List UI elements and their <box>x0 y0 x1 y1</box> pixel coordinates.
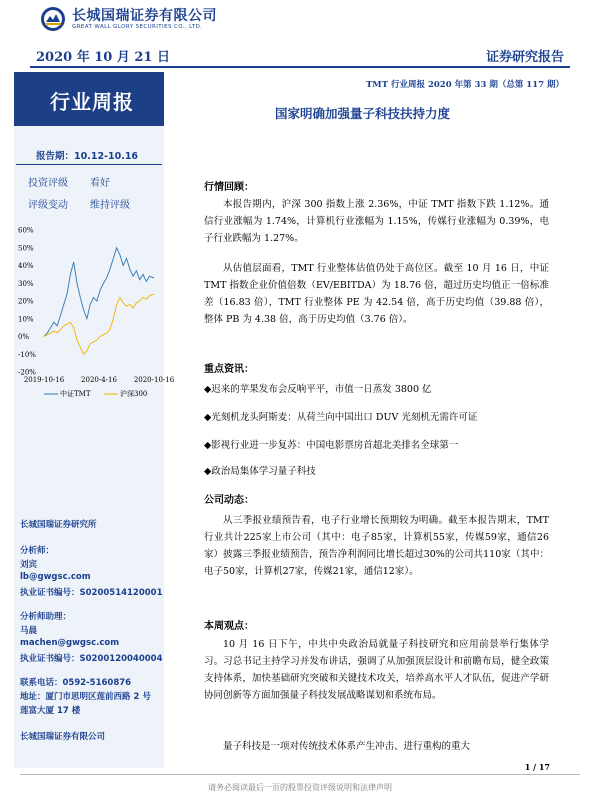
news-item: ◆影视行业进一步复苏：中国电影票房首超北美排名全球第一 <box>204 440 459 451</box>
rating-value: 看好 <box>90 178 110 189</box>
x-tick-label: 2019-10-16 <box>23 376 65 384</box>
header-divider <box>30 66 570 68</box>
legend-label: 沪深300 <box>120 390 148 398</box>
analyst-email[interactable]: lb@gwgsc.com <box>20 572 91 582</box>
issue-line: TMT 行业周报 2020 年第 33 期（总第 117 期） <box>365 80 564 90</box>
sidebar-divider <box>16 164 162 165</box>
series-line <box>44 248 154 337</box>
analyst-label: 分析师： <box>20 546 55 556</box>
news-heading: 重点资讯： <box>204 364 254 375</box>
assistant-cert: 执业证书编号：S0200120040004 <box>20 654 163 664</box>
review-paragraph-2: 从估值层面看，TMT 行业整体估值仍处于高位区。截至 10 月 16 日，中证 TMT 指数企业价值倍数（EV/EBITDA）为 18.76 倍，超过历史均值正一倍标准差（16.83 倍），TMT 行业整体 PE 为 42.54 倍，高于历史均值（39.88 倍），整体 PB 为 4.38 倍，高于历史均值（3.76 倍）。 <box>204 263 549 325</box>
news-item: ◆光刻机龙头阿斯麦：从荷兰向中国出口 DUV 光刻机无需许可证 <box>204 412 478 423</box>
y-tick-label: 0% <box>18 333 30 341</box>
analyst-name: 刘宾 <box>20 560 38 570</box>
page-number: 1 / 17 <box>524 762 550 772</box>
page-title: 国家明确加强量子科技扶持力度 <box>275 106 451 121</box>
y-tick-label: 30% <box>18 279 34 288</box>
y-tick-label: 20% <box>18 297 34 306</box>
company-paragraph: 从三季报业绩预告看，电子行业增长预期较为明确。截至本报告期末，TMT行业共计225家上市公司（其中：电子85家，计算机55家，传媒59家，通信26家）披露三季报业绩预告，预告净利润同比增长超过30%的公司共110家（其中：电子50家，计算机27家，传媒21家，通信12家）。 <box>204 515 549 577</box>
contact-phone: 联系电话：0592-5160876 <box>20 678 132 688</box>
view-paragraph-1: 10 月 16 日下午，中共中央政治局就量子科技研究和应用前景举行集体学习。习总书记主持学习并发布讲话，强调了从加强顶层设计和前瞻布局，健全政策支持体系，加快基础研究突破和关键技术攻关，培养高水平人才队伍，促进产学研协同创新等方面加强量子科技发展战略谋划和系统布局。 <box>204 639 549 701</box>
index-performance-chart <box>14 222 175 402</box>
report-type: 证券研究报告 <box>485 50 564 65</box>
company-name-cn: 长城国瑞证券有限公司 <box>72 8 217 24</box>
x-tick-label: 2020-10-16 <box>133 376 175 384</box>
company-logo-icon <box>40 6 66 32</box>
series-line <box>44 294 154 354</box>
y-tick-label: 50% <box>18 244 34 253</box>
footer-divider <box>20 774 580 775</box>
company-footer-name: 长城国瑞证券有限公司 <box>20 732 106 742</box>
analyst-cert: 执业证书编号：S0200514120001 <box>20 588 163 598</box>
assistant-name: 马晨 <box>20 626 38 636</box>
legend-label: 中证TMT <box>60 390 91 398</box>
footer-disclaimer: 请务必阅读最后一页的股票投资评级说明和法律声明 <box>208 783 392 792</box>
address-line-2: 莲富大厦 17 楼 <box>20 706 81 716</box>
review-heading: 行情回顾： <box>204 182 254 193</box>
rating-change-value: 维持评级 <box>90 200 130 211</box>
company-name-en: GREAT WALL GLORY SECURITIES CO., LTD. <box>72 24 203 30</box>
view-paragraph-2: 量子科技是一项对传统技术体系产生冲击、进行重构的重大 <box>223 741 471 752</box>
review-paragraph-1: 本报告期内，沪深 300 指数上涨 2.36%，中证 TMT 指数下跌 1.12%。通信行业涨幅为 1.74%，计算机行业涨幅为 1.15%，传媒行业涨幅为 0.39%，电子行业跌幅为 1.27%。 <box>204 199 549 244</box>
assistant-email[interactable]: machen@gwgsc.com <box>20 638 120 648</box>
institute-name: 长城国瑞证券研究所 <box>20 520 97 530</box>
x-tick-label: 2020-4-16 <box>81 376 117 384</box>
assistant-label: 分析师助理： <box>20 612 72 622</box>
y-tick-label: 60% <box>18 226 34 235</box>
rating-label: 投资评级 <box>28 178 68 189</box>
y-tick-label: 10% <box>18 315 34 324</box>
y-tick-label: -10% <box>18 350 36 359</box>
address-line-1: 地址：厦门市思明区莲前西路 2 号 <box>20 692 151 702</box>
weekly-title: 行业周报 <box>50 90 134 114</box>
y-tick-label: -20% <box>18 368 36 377</box>
news-item: ◆政治局集体学习量子科技 <box>204 466 316 477</box>
y-tick-label: 40% <box>18 262 34 270</box>
rating-change-label: 评级变动 <box>28 200 68 211</box>
report-period: 报告期：10.12-10.16 <box>36 151 139 162</box>
view-heading: 本周观点： <box>204 621 254 632</box>
weekly-title-box <box>14 72 164 126</box>
company-heading: 公司动态： <box>204 495 254 506</box>
report-date: 2020 年 10 月 21 日 <box>36 50 170 65</box>
news-item: ◆迟来的苹果发布会反响平平，市值一日蒸发 3800 亿 <box>204 384 432 395</box>
